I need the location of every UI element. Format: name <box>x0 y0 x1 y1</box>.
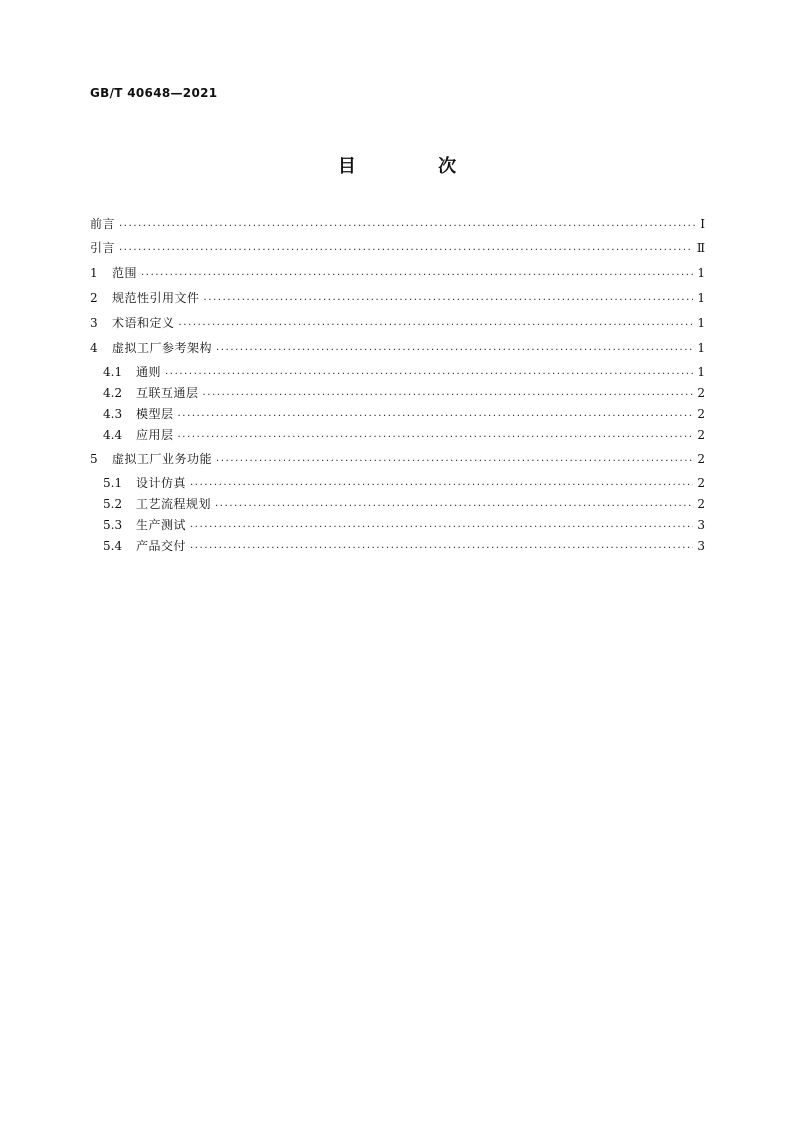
toc-entry-number: 1 <box>90 266 98 280</box>
toc-entry-text: 产品交付 <box>136 539 187 553</box>
toc-leader <box>119 241 693 255</box>
toc-page-number: Ⅰ <box>700 217 705 231</box>
toc-entry-5-1[interactable] <box>90 475 705 491</box>
toc-page-number: 1 <box>697 266 705 280</box>
toc-page-number: 3 <box>697 539 705 553</box>
toc-entry-text: 前言 <box>90 217 116 231</box>
toc-entry-5-2[interactable] <box>90 496 705 512</box>
toc-entry-2[interactable] <box>90 290 705 306</box>
toc-entry-4-2[interactable] <box>90 385 705 401</box>
toc-page-number: 1 <box>697 291 705 305</box>
toc-leader <box>215 497 693 511</box>
toc-entry-5-4[interactable] <box>90 538 705 554</box>
toc-page-number: 2 <box>697 386 705 400</box>
toc-leader <box>190 476 693 490</box>
toc-leader <box>190 518 693 532</box>
toc-page-number: 2 <box>697 452 705 466</box>
toc-entry-text: 虚拟工厂业务功能 <box>112 452 213 466</box>
toc-entry-number: 5 <box>90 452 98 466</box>
toc-entry-text: 引言 <box>90 241 116 255</box>
toc-leader <box>204 291 694 305</box>
toc-entry-number: 5.3 <box>103 518 123 532</box>
toc-entry-4-1[interactable] <box>90 364 705 380</box>
toc-leader <box>203 386 694 400</box>
toc-entry-number: 2 <box>90 291 98 305</box>
toc-entry-number: 4.3 <box>103 407 123 421</box>
page-title: 目 次 <box>337 156 495 177</box>
toc-entry-number: 4.2 <box>103 386 123 400</box>
toc-page-number: 3 <box>697 518 705 532</box>
toc-entry-text: 工艺流程规划 <box>136 497 212 511</box>
toc-entry-number: 4.4 <box>103 428 123 442</box>
toc-entry-5-3[interactable] <box>90 517 705 533</box>
toc-page-number: 1 <box>697 341 705 355</box>
toc-entry-number: 4.1 <box>103 365 123 379</box>
toc-entry-1[interactable] <box>90 265 705 281</box>
toc-leader <box>179 316 694 330</box>
toc-entry-3[interactable] <box>90 315 705 331</box>
toc-page-number: 2 <box>697 476 705 490</box>
toc-page-number: 1 <box>697 316 705 330</box>
toc-entry-number: 3 <box>90 316 98 330</box>
toc-leader <box>216 341 693 355</box>
toc-entry-5[interactable] <box>90 451 705 467</box>
standard-code: GB/T 40648—2021 <box>90 86 218 100</box>
toc-page-number: 2 <box>697 497 705 511</box>
toc-page-number: Ⅱ <box>696 241 705 255</box>
toc-page-number: 2 <box>697 428 705 442</box>
toc-entry-text: 互联互通层 <box>136 386 199 400</box>
toc-entry-text: 虚拟工厂参考架构 <box>112 341 213 355</box>
toc-leader <box>119 217 695 231</box>
toc-entry-text: 通则 <box>136 365 162 379</box>
toc-entry-text: 生产测试 <box>136 518 187 532</box>
toc-entry-text: 术语和定义 <box>112 316 175 330</box>
toc-leader <box>141 266 693 280</box>
toc-entry-text: 应用层 <box>136 428 174 442</box>
toc-entry-4[interactable] <box>90 340 705 356</box>
toc-entry-number: 4 <box>90 341 98 355</box>
toc-leader <box>178 407 694 421</box>
toc-entry-foreword[interactable] <box>90 216 705 232</box>
toc-entry-introduction[interactable] <box>90 240 705 256</box>
toc-leader <box>216 452 693 466</box>
toc-entry-text: 范围 <box>112 266 138 280</box>
toc-entry-number: 5.4 <box>103 539 123 553</box>
toc-entry-text: 设计仿真 <box>136 476 187 490</box>
toc-entry-text: 规范性引用文件 <box>112 291 200 305</box>
toc-page-number: 1 <box>697 365 705 379</box>
toc-entry-number: 5.2 <box>103 497 123 511</box>
toc-leader <box>165 365 693 379</box>
toc-page-number: 2 <box>697 407 705 421</box>
toc-entry-number: 5.1 <box>103 476 123 490</box>
toc-entry-text: 模型层 <box>136 407 174 421</box>
toc-leader <box>178 428 694 442</box>
toc-leader <box>190 539 693 553</box>
toc-entry-4-4[interactable] <box>90 427 705 443</box>
toc-entry-4-3[interactable] <box>90 406 705 422</box>
